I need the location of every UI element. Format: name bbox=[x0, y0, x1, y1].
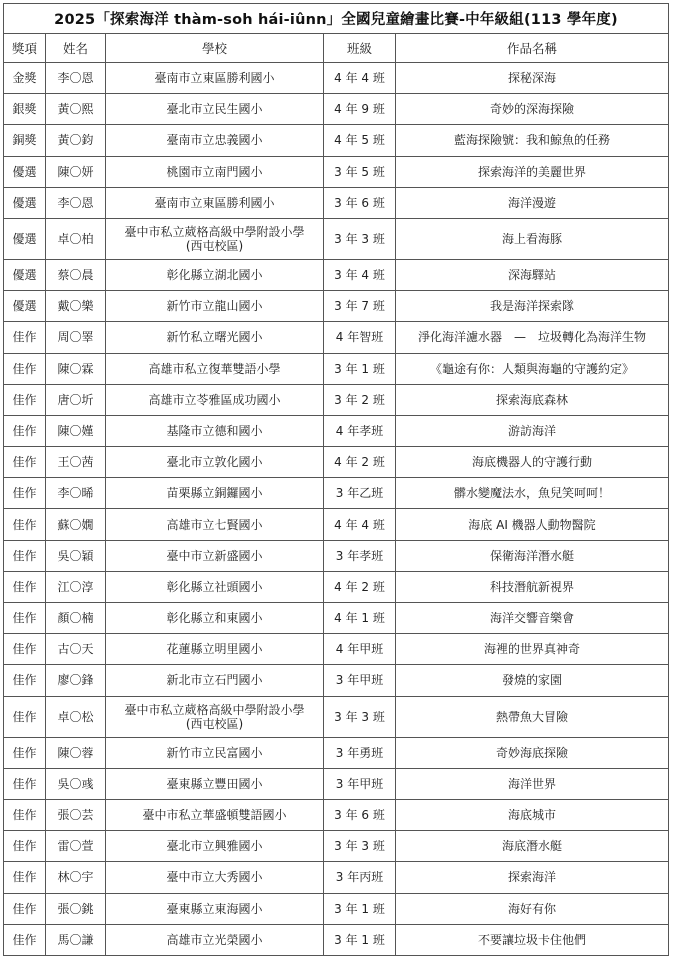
school-cell bbox=[106, 187, 324, 218]
name-cell: 唐〇圻 bbox=[46, 384, 106, 415]
class-cell: 4 年孝班 bbox=[324, 415, 396, 446]
table-row bbox=[4, 156, 669, 187]
table-row bbox=[4, 509, 669, 540]
award-cell: 佳作 bbox=[4, 603, 46, 634]
header-school: 學校 bbox=[106, 34, 324, 63]
class-cell: 4 年 2 班 bbox=[324, 447, 396, 478]
work-title-cell: 我是海洋探索隊 bbox=[396, 291, 669, 322]
school-line: 彰化縣立社頭國小 bbox=[166, 579, 263, 594]
class-cell: 3 年孝班 bbox=[324, 540, 396, 571]
table-row bbox=[4, 924, 669, 955]
work-title-cell: 海洋交響音樂會 bbox=[396, 603, 669, 634]
school-cell bbox=[106, 571, 324, 602]
class-cell: 4 年 4 班 bbox=[324, 63, 396, 94]
table-row bbox=[4, 862, 669, 893]
award-cell: 佳作 bbox=[4, 447, 46, 478]
title-row bbox=[4, 4, 669, 34]
award-cell: 佳作 bbox=[4, 540, 46, 571]
school-cell bbox=[106, 353, 324, 384]
school-cell bbox=[106, 540, 324, 571]
school-line: 臺東縣立豐田國小 bbox=[166, 776, 263, 791]
school-line: 基隆市立德和國小 bbox=[166, 423, 263, 438]
class-cell: 3 年 1 班 bbox=[324, 893, 396, 924]
work-title-cell: 海洋世界 bbox=[396, 768, 669, 799]
school-line: 桃園市立南門國小 bbox=[166, 164, 263, 179]
header-award: 獎項 bbox=[4, 34, 46, 63]
name-cell: 陳〇妍 bbox=[46, 156, 106, 187]
table-row bbox=[4, 540, 669, 571]
school-cell bbox=[106, 737, 324, 768]
award-cell: 優選 bbox=[4, 218, 46, 259]
table-row bbox=[4, 384, 669, 415]
school-cell bbox=[106, 259, 324, 290]
table-title: 2025「探索海洋 thàm-soh hái-iûnn」全國兒童繪畫比賽-中年級組(113 學年度) bbox=[4, 4, 669, 34]
work-title-cell: 海裡的世界真神奇 bbox=[396, 634, 669, 665]
class-cell: 3 年 3 班 bbox=[324, 218, 396, 259]
header-class: 班級 bbox=[324, 34, 396, 63]
award-cell: 銅獎 bbox=[4, 125, 46, 156]
table-row bbox=[4, 634, 669, 665]
table-row bbox=[4, 291, 669, 322]
header-name: 姓名 bbox=[46, 34, 106, 63]
name-cell: 陳〇霖 bbox=[46, 353, 106, 384]
award-cell: 佳作 bbox=[4, 737, 46, 768]
work-title-cell: 海洋漫遊 bbox=[396, 187, 669, 218]
award-cell: 佳作 bbox=[4, 478, 46, 509]
school-line: 彰化縣立湖北國小 bbox=[166, 268, 263, 283]
school-line: 臺中市私立葳格高級中學附設小學 bbox=[124, 702, 305, 717]
name-cell: 李〇晞 bbox=[46, 478, 106, 509]
class-cell: 4 年 4 班 bbox=[324, 509, 396, 540]
award-cell: 佳作 bbox=[4, 384, 46, 415]
work-title-cell: 保衛海洋潛水艇 bbox=[396, 540, 669, 571]
class-cell: 3 年甲班 bbox=[324, 768, 396, 799]
award-cell: 佳作 bbox=[4, 571, 46, 602]
name-cell: 周〇睪 bbox=[46, 322, 106, 353]
work-title-cell: 海上看海豚 bbox=[396, 218, 669, 259]
school-cell bbox=[106, 156, 324, 187]
name-cell: 戴〇樂 bbox=[46, 291, 106, 322]
work-title-cell: 不要讓垃圾卡住他們 bbox=[396, 924, 669, 955]
school-cell bbox=[106, 291, 324, 322]
work-title-cell: 探索海底森林 bbox=[396, 384, 669, 415]
class-cell: 4 年 9 班 bbox=[324, 94, 396, 125]
work-title-cell: 游訪海洋 bbox=[396, 415, 669, 446]
school-line: (西屯校區) bbox=[185, 716, 244, 731]
school-cell bbox=[106, 509, 324, 540]
name-cell: 林〇宇 bbox=[46, 862, 106, 893]
work-title-cell: 海底 AI 機器人動物醫院 bbox=[396, 509, 669, 540]
name-cell: 蔡〇晨 bbox=[46, 259, 106, 290]
name-cell: 張〇芸 bbox=[46, 799, 106, 830]
award-cell: 佳作 bbox=[4, 696, 46, 737]
school-line: 花蓮縣立明里國小 bbox=[166, 642, 263, 657]
name-cell: 黃〇鈞 bbox=[46, 125, 106, 156]
table-row bbox=[4, 415, 669, 446]
award-cell: 優選 bbox=[4, 156, 46, 187]
school-cell bbox=[106, 634, 324, 665]
award-cell: 佳作 bbox=[4, 634, 46, 665]
work-title-cell: 熱帶魚大冒險 bbox=[396, 696, 669, 737]
school-cell bbox=[106, 218, 324, 259]
name-cell: 蘇〇嫺 bbox=[46, 509, 106, 540]
table-body bbox=[4, 63, 669, 956]
school-line: (西屯校區) bbox=[185, 238, 244, 253]
class-cell: 3 年 2 班 bbox=[324, 384, 396, 415]
name-cell: 顏〇楠 bbox=[46, 603, 106, 634]
results-table bbox=[3, 3, 669, 956]
school-cell bbox=[106, 665, 324, 696]
name-cell: 張〇銚 bbox=[46, 893, 106, 924]
school-line: 臺南市立東區勝利國小 bbox=[154, 195, 275, 210]
work-title-cell: 奇妙海底探險 bbox=[396, 737, 669, 768]
work-title-cell: 探秘深海 bbox=[396, 63, 669, 94]
name-cell: 王〇茜 bbox=[46, 447, 106, 478]
table-row bbox=[4, 447, 669, 478]
award-cell: 佳作 bbox=[4, 509, 46, 540]
award-cell: 佳作 bbox=[4, 862, 46, 893]
table-row bbox=[4, 187, 669, 218]
award-cell: 佳作 bbox=[4, 322, 46, 353]
name-cell: 李〇恩 bbox=[46, 187, 106, 218]
name-cell: 卓〇松 bbox=[46, 696, 106, 737]
class-cell: 3 年乙班 bbox=[324, 478, 396, 509]
class-cell: 3 年 1 班 bbox=[324, 924, 396, 955]
school-cell bbox=[106, 862, 324, 893]
class-cell: 3 年 3 班 bbox=[324, 831, 396, 862]
school-cell bbox=[106, 478, 324, 509]
table-row bbox=[4, 768, 669, 799]
award-cell: 金獎 bbox=[4, 63, 46, 94]
table-row bbox=[4, 831, 669, 862]
work-title-cell: 探索海洋的美麗世界 bbox=[396, 156, 669, 187]
work-title-cell: 海底城市 bbox=[396, 799, 669, 830]
school-line: 新竹私立曙光國小 bbox=[166, 330, 263, 345]
name-cell: 古〇天 bbox=[46, 634, 106, 665]
work-title-cell: 淨化海洋濾水器 — 垃圾轉化為海洋生物 bbox=[396, 322, 669, 353]
school-cell bbox=[106, 63, 324, 94]
work-title-cell: 探索海洋 bbox=[396, 862, 669, 893]
school-line: 高雄市私立復華雙語小學 bbox=[148, 361, 281, 376]
school-cell bbox=[106, 893, 324, 924]
school-line: 臺北市立敦化國小 bbox=[166, 455, 263, 470]
table-row bbox=[4, 478, 669, 509]
name-cell: 馬〇謙 bbox=[46, 924, 106, 955]
award-cell: 優選 bbox=[4, 291, 46, 322]
work-title-cell: 《龜途有你：人類與海龜的守護約定》 bbox=[396, 353, 669, 384]
table-row bbox=[4, 218, 669, 259]
award-cell: 佳作 bbox=[4, 353, 46, 384]
school-cell bbox=[106, 831, 324, 862]
name-cell: 江〇淳 bbox=[46, 571, 106, 602]
class-cell: 3 年 3 班 bbox=[324, 696, 396, 737]
table-row bbox=[4, 259, 669, 290]
school-line: 新竹市立龍山國小 bbox=[166, 299, 263, 314]
work-title-cell: 髒水變魔法水，魚兒笑呵呵！ bbox=[396, 478, 669, 509]
school-cell bbox=[106, 603, 324, 634]
work-title-cell: 發燒的家園 bbox=[396, 665, 669, 696]
name-cell: 吳〇穎 bbox=[46, 540, 106, 571]
school-cell bbox=[106, 94, 324, 125]
award-cell: 佳作 bbox=[4, 665, 46, 696]
school-line: 新竹市立民富國小 bbox=[166, 745, 263, 760]
work-title-cell: 海底機器人的守護行動 bbox=[396, 447, 669, 478]
table-row bbox=[4, 125, 669, 156]
class-cell: 4 年甲班 bbox=[324, 634, 396, 665]
name-cell: 吳〇彧 bbox=[46, 768, 106, 799]
table-row bbox=[4, 799, 669, 830]
class-cell: 3 年 4 班 bbox=[324, 259, 396, 290]
class-cell: 3 年 6 班 bbox=[324, 187, 396, 218]
school-line: 臺南市立東區勝利國小 bbox=[154, 71, 275, 86]
school-line: 高雄市立苓雅區成功國小 bbox=[148, 392, 281, 407]
school-line: 臺中市私立葳格高級中學附設小學 bbox=[124, 224, 305, 239]
table-row bbox=[4, 893, 669, 924]
school-cell bbox=[106, 384, 324, 415]
school-cell bbox=[106, 125, 324, 156]
award-cell: 優選 bbox=[4, 259, 46, 290]
header-work: 作品名稱 bbox=[396, 34, 669, 63]
work-title-cell: 科技潛航新視界 bbox=[396, 571, 669, 602]
work-title-cell: 奇妙的深海探險 bbox=[396, 94, 669, 125]
table-row bbox=[4, 322, 669, 353]
class-cell: 4 年 2 班 bbox=[324, 571, 396, 602]
school-cell bbox=[106, 768, 324, 799]
table-row bbox=[4, 63, 669, 94]
school-cell bbox=[106, 447, 324, 478]
work-title-cell: 海底潛水艇 bbox=[396, 831, 669, 862]
table-row bbox=[4, 665, 669, 696]
class-cell: 4 年 5 班 bbox=[324, 125, 396, 156]
school-cell bbox=[106, 415, 324, 446]
table-row bbox=[4, 696, 669, 737]
school-line: 臺北市立興雅國小 bbox=[166, 839, 263, 854]
class-cell: 4 年智班 bbox=[324, 322, 396, 353]
work-title-cell: 海好有你 bbox=[396, 893, 669, 924]
name-cell: 李〇恩 bbox=[46, 63, 106, 94]
school-line: 臺中市私立華盛頓雙語國小 bbox=[142, 808, 287, 823]
award-cell: 優選 bbox=[4, 187, 46, 218]
name-cell: 陳〇嫤 bbox=[46, 415, 106, 446]
award-cell: 佳作 bbox=[4, 924, 46, 955]
school-cell bbox=[106, 799, 324, 830]
class-cell: 3 年 6 班 bbox=[324, 799, 396, 830]
name-cell: 卓〇柏 bbox=[46, 218, 106, 259]
table-row bbox=[4, 603, 669, 634]
class-cell: 3 年勇班 bbox=[324, 737, 396, 768]
table-row bbox=[4, 94, 669, 125]
school-line: 苗栗縣立銅鑼國小 bbox=[166, 486, 263, 501]
work-title-cell: 深海驛站 bbox=[396, 259, 669, 290]
award-cell: 佳作 bbox=[4, 831, 46, 862]
class-cell: 3 年甲班 bbox=[324, 665, 396, 696]
school-line: 臺南市立忠義國小 bbox=[166, 133, 263, 148]
school-line: 彰化縣立和東國小 bbox=[166, 611, 263, 626]
school-line: 臺中市立大秀國小 bbox=[166, 870, 263, 885]
school-cell bbox=[106, 924, 324, 955]
class-cell: 3 年 5 班 bbox=[324, 156, 396, 187]
award-cell: 佳作 bbox=[4, 415, 46, 446]
name-cell: 廖〇鋒 bbox=[46, 665, 106, 696]
table-row bbox=[4, 737, 669, 768]
school-line: 臺東縣立東海國小 bbox=[166, 901, 263, 916]
award-cell: 銀獎 bbox=[4, 94, 46, 125]
school-line: 新北市立石門國小 bbox=[166, 673, 263, 688]
table-row bbox=[4, 353, 669, 384]
school-cell bbox=[106, 322, 324, 353]
table-row bbox=[4, 571, 669, 602]
school-line: 臺中市立新盛國小 bbox=[166, 548, 263, 563]
name-cell: 陳〇蓉 bbox=[46, 737, 106, 768]
school-line: 高雄市立光榮國小 bbox=[166, 932, 263, 947]
class-cell: 3 年丙班 bbox=[324, 862, 396, 893]
school-cell bbox=[106, 696, 324, 737]
name-cell: 雷〇萱 bbox=[46, 831, 106, 862]
name-cell: 黃〇熙 bbox=[46, 94, 106, 125]
header-row bbox=[4, 34, 669, 63]
award-cell: 佳作 bbox=[4, 768, 46, 799]
class-cell: 4 年 1 班 bbox=[324, 603, 396, 634]
class-cell: 3 年 7 班 bbox=[324, 291, 396, 322]
work-title-cell: 藍海探險號：我和鯨魚的任務 bbox=[396, 125, 669, 156]
school-line: 臺北市立民生國小 bbox=[166, 102, 263, 117]
class-cell: 3 年 1 班 bbox=[324, 353, 396, 384]
award-cell: 佳作 bbox=[4, 893, 46, 924]
school-line: 高雄市立七賢國小 bbox=[166, 517, 263, 532]
award-cell: 佳作 bbox=[4, 799, 46, 830]
